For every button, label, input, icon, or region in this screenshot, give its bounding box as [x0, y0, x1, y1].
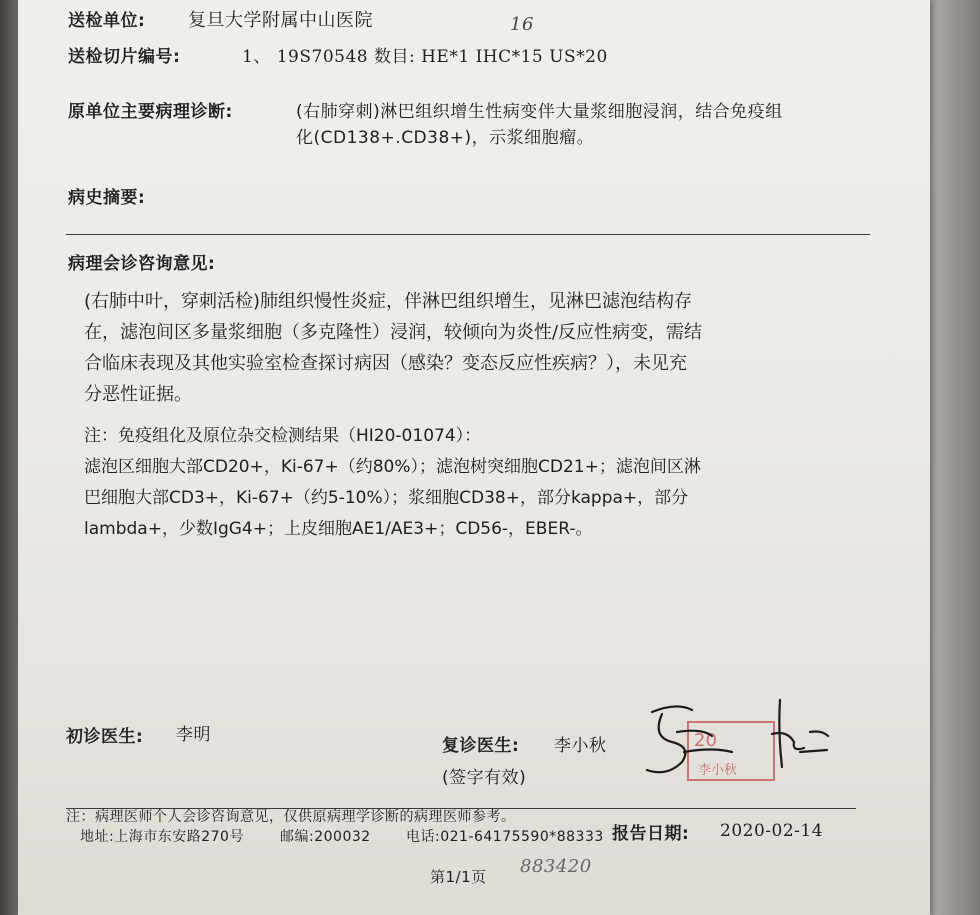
- sending-unit-value: 复旦大学附属中山医院: [188, 10, 373, 31]
- slide-number-value: 1、 19S70548 数目: HE*1 IHC*15 US*20: [242, 47, 608, 67]
- handwritten-number: 883420: [520, 856, 592, 877]
- note-line: lambda+，少数IgG4+；上皮细胞AE1/AE3+；CD56-，EBER-。: [84, 519, 593, 539]
- page-number: 第1/1页: [430, 868, 487, 886]
- section-divider: [66, 234, 870, 235]
- opinion-line: (右肺中叶，穿刺活检)肺组织慢性炎症，伴淋巴组织增生，见淋巴滤泡结构存: [84, 291, 693, 312]
- original-diagnosis-line-1: (右肺穿刺)淋巴组织增生性病变伴大量浆细胞浸润，结合免疫组: [296, 102, 783, 122]
- footer-disclaimer: 注：病理医师个人会诊咨询意见，仅供原病理学诊断的病理医师参考。: [66, 809, 516, 825]
- footer-address: 地址:上海市东安路270号: [80, 829, 244, 845]
- opinion-line: 合临床表现及其他实验室检查探讨病因（感染？变态反应性疾病？），未见充: [84, 353, 687, 374]
- report-date-value: 2020-02-14: [720, 821, 824, 841]
- svg-text:20: 20: [694, 730, 717, 751]
- consult-opinion-text: [84, 286, 874, 410]
- history-label: 病史摘要:: [68, 188, 146, 208]
- handwritten-slide-count: 16: [510, 14, 534, 35]
- signature-scribble: [647, 700, 828, 772]
- report-date-label: 报告日期:: [612, 824, 690, 844]
- footer-postcode: 邮编:200032: [280, 829, 371, 845]
- initial-doctor-name: 李明: [176, 725, 211, 745]
- review-doctor-name: 李小秋: [554, 736, 607, 756]
- signature-stamp: [622, 692, 832, 792]
- pathology-report-page: [18, 0, 930, 915]
- note-line: 注：免疫组化及原位杂交检测结果（HI20-01074）：: [84, 426, 482, 446]
- original-diagnosis-label: 原单位主要病理诊断:: [68, 102, 233, 122]
- review-doctor-label: 复诊医生:: [442, 736, 520, 756]
- slide-number-label: 送检切片编号:: [68, 47, 181, 67]
- signature-valid-note: (签字有效): [442, 768, 527, 788]
- note-line: 巴细胞大部CD3+，Ki-67+（约5-10%）；浆细胞CD38+，部分kappa+，部分: [84, 488, 689, 508]
- initial-doctor-label: 初诊医生:: [66, 727, 144, 747]
- svg-text:李小秋: 李小秋: [698, 763, 738, 778]
- opinion-line: 在，滤泡间区多量浆细胞（多克隆性）浸润，较倾向为炎性/反应性病变，需结: [84, 322, 703, 343]
- opinion-line: 分恶性证据。: [84, 384, 192, 405]
- footer-phone: 电话:021-64175590*88333: [406, 829, 604, 845]
- consult-opinion-label: 病理会诊咨询意见:: [68, 254, 216, 274]
- sending-unit-label: 送检单位:: [68, 11, 146, 31]
- original-diagnosis-line-2: 化(CD138+.CD38+)，示浆细胞瘤。: [296, 128, 595, 148]
- note-line: 滤泡区细胞大部CD20+，Ki-67+（约80%）；滤泡树突细胞CD21+；滤泡间区淋: [84, 457, 701, 477]
- immuno-note-text: [84, 421, 874, 545]
